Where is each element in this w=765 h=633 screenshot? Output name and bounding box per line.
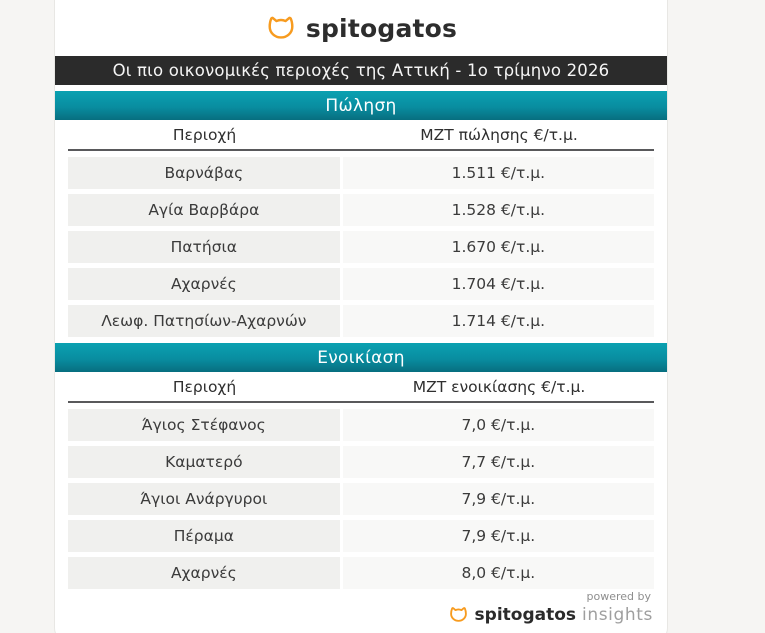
footer-brand-line bbox=[448, 605, 653, 625]
value-cell: 1.670 €/τ.μ. bbox=[343, 231, 654, 263]
sale-col-header-area: Περιοχή bbox=[172, 125, 237, 144]
section-sale-label: Πώληση bbox=[325, 95, 397, 116]
value-cell: 7,0 €/τ.μ. bbox=[343, 409, 654, 441]
area-cell: Άγιοι Ανάργυροι bbox=[68, 483, 340, 515]
area-cell: Αχαρνές bbox=[68, 557, 340, 589]
table-row bbox=[68, 557, 654, 589]
area-cell: Αγία Βαρβάρα bbox=[68, 194, 340, 226]
table-row bbox=[68, 194, 654, 226]
sale-col-header-value: ΜΖΤ πώλησης €/τ.μ. bbox=[420, 125, 578, 144]
brand-logo bbox=[55, 1, 667, 56]
area-cell: Λεωφ. Πατησίων-Αχαρνών bbox=[68, 305, 340, 337]
table-row bbox=[68, 483, 654, 515]
table-row bbox=[68, 231, 654, 263]
value-cell: 1.511 €/τ.μ. bbox=[343, 157, 654, 189]
area-cell: Βαρνάβας bbox=[68, 157, 340, 189]
cat-icon bbox=[448, 606, 469, 624]
value-cell: 1.704 €/τ.μ. bbox=[343, 268, 654, 300]
value-cell: 1.714 €/τ.μ. bbox=[343, 305, 654, 337]
value-cell: 1.528 €/τ.μ. bbox=[343, 194, 654, 226]
rent-table-header-row bbox=[68, 372, 654, 403]
sale-table-header-row bbox=[68, 120, 654, 151]
value-cell: 7,9 €/τ.μ. bbox=[343, 520, 654, 552]
value-cell: 8,0 €/τ.μ. bbox=[343, 557, 654, 589]
table-row bbox=[68, 268, 654, 300]
page-title: Οι πιο οικονομικές περιοχές της Αττική - 1ο τρίμηνο 2026 bbox=[112, 61, 610, 80]
sale-table bbox=[55, 120, 667, 337]
table-row bbox=[68, 520, 654, 552]
section-rent-label: Ενοικίαση bbox=[317, 347, 405, 368]
title-bar bbox=[55, 56, 667, 85]
section-header-sale bbox=[55, 91, 667, 120]
powered-by-label: powered by bbox=[586, 590, 651, 603]
footer-brand-text: spitogatos bbox=[474, 605, 577, 625]
rent-table bbox=[55, 372, 667, 589]
footer-product-text: insights bbox=[582, 605, 653, 625]
value-cell: 7,7 €/τ.μ. bbox=[343, 446, 654, 478]
rent-table-rows bbox=[68, 403, 654, 589]
table-row bbox=[68, 305, 654, 337]
table-row bbox=[68, 446, 654, 478]
table-row bbox=[68, 157, 654, 189]
value-cell: 7,9 €/τ.μ. bbox=[343, 483, 654, 515]
sale-table-rows bbox=[68, 151, 654, 337]
brand-logo-text: spitogatos bbox=[305, 14, 458, 43]
area-cell: Άγιος Στέφανος bbox=[68, 409, 340, 441]
section-header-rent bbox=[55, 343, 667, 372]
area-cell: Πέραμα bbox=[68, 520, 340, 552]
area-cell: Πατήσια bbox=[68, 231, 340, 263]
area-cell: Καματερό bbox=[68, 446, 340, 478]
area-cell: Αχαρνές bbox=[68, 268, 340, 300]
table-row bbox=[68, 409, 654, 441]
rent-col-header-area: Περιοχή bbox=[172, 377, 237, 396]
rent-col-header-value: ΜΖΤ ενοικίασης €/τ.μ. bbox=[412, 377, 586, 396]
infographic-card bbox=[54, 0, 668, 633]
cat-icon bbox=[265, 15, 297, 42]
footer bbox=[448, 590, 653, 625]
